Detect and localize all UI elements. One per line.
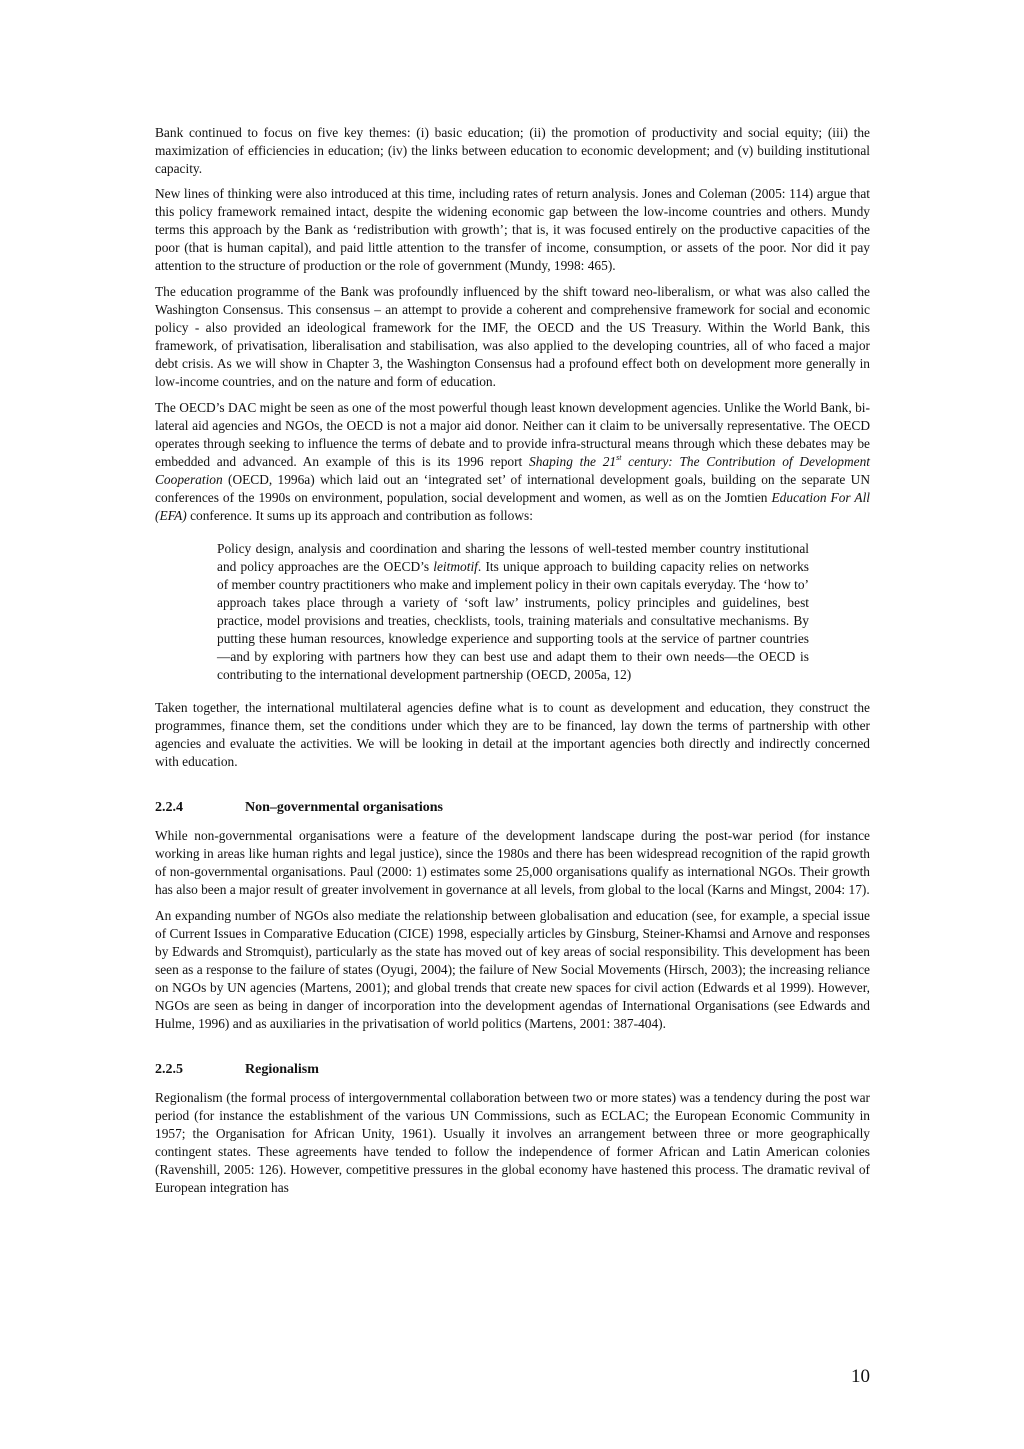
oecd-text-b: (OECD, 1996a) which laid out an ‘integrated set’ of international development goals, building on the separate UN conferences of the 1990s on environment, population, social development and women, as well as on the Jomtien <box>155 472 870 505</box>
paragraph-bank-themes: Bank continued to focus on five key themes: (i) basic education; (ii) the promotion of productivity and social equity; (iii) the maximization of efficiencies in education; (iv) the links between education to economic development; and (v) building institutional capacity. <box>155 125 870 176</box>
paragraph-ngo-mediation: An expanding number of NGOs also mediate the relationship between globalisation and education (see, for example, a special issue of Current Issues in Comparative Education (CICE) 1998, especially articles by Ginsburg, Steiner-Khamsi and Arnove and responses by Edwards and Stromquist), particularly as the state has moved out of key areas of social responsibility. This development has been seen as a response to the failure of states (Oyugi, 2004); the failure of New Social Movements (Hirsch, 2003); the increasing reliance on NGOs by UN agencies (Martens, 2001); and global trends that create new spaces for civil action (Edwards et al 1999). However, NGOs are seen as being in danger of incorporation into the development agendas of International Organisations (see Edwards and Hulme, 1996) and as auxiliaries in the privatisation of world politics (Martens, 2001: 387-404). <box>155 908 870 1031</box>
section-heading-ngo <box>155 799 870 817</box>
oecd-text-c: conference. It sums up its approach and contribution as follows: <box>186 508 533 523</box>
section-title: Regionalism <box>245 1062 319 1077</box>
oecd-quote: Policy design, analysis and coordination and sharing the lessons of well-tested member country institutional and policy approaches are the OECD’s leitmotif. Its unique approach to building capacity relies on networks of member country practitioners who make and implement policy in their own capitals everyday. The ‘how to’ approach takes place through a variety of ‘soft law’ instruments, policy principles and guidelines, best practice, model provisions and treaties, checklists, tools, training materials and consultative mechanisms. By putting these human resources, knowledge experience and supporting tools at the service of partner countries—and by exploring with partners how they can best use and adapt them to their own needs—the OECD is contributing to the international development partnership (OECD, 2005a, 12) <box>217 541 810 682</box>
section-title: Non–governmental organisations <box>245 800 443 815</box>
efa-title: Education For All (EFA) <box>155 490 871 523</box>
section-number: 2.2.5 <box>155 1062 183 1077</box>
leitmotif-term: leitmotif <box>433 559 478 574</box>
page-number: 10 <box>851 1366 870 1387</box>
section-number: 2.2.4 <box>155 800 183 815</box>
paragraph-regionalism: Regionalism (the formal process of intergovernmental collaboration between two or more states) was a tendency during the post war period (for instance the establishment of the various UN Commissions, such as ECLAC; the European Economic Community in 1957; the Organisation for African Unity, 1961). Usually it involves an arrangement between three or more geographically contingent states. These agreements have tended to follow the independence of former African and Latin American colonies (Ravenshill, 2005: 126). However, competitive pressures in the global economy have hastened this process. The dramatic revival of European integration has <box>155 1090 870 1195</box>
report-title: Shaping the 21st century: The Contribution of Development Cooperation <box>155 453 870 487</box>
page-body <box>155 124 870 1205</box>
paragraph-new-thinking: New lines of thinking were also introduced at this time, including rates of return analysis. Jones and Coleman (2005: 114) argue that this policy framework remained intact, despite the widening economic gap between the low-income countries and others. Mundy terms this approach by the Bank as ‘redistribution with growth’; that is, it was focused entirely on the productive capacities of the poor (that is human capital), and paid little attention to the transfer of income, consumption, or assets of the poor. Nor did it pay attention to the structure of production or the role of government (Mundy, 1998: 465). <box>155 186 870 273</box>
section-heading-regionalism <box>155 1061 870 1079</box>
paragraph-oecd-dac <box>155 399 870 525</box>
paragraph-taken-together: Taken together, the international multilateral agencies define what is to count as development and education, they construct the programmes, finance them, set the conditions under which they are to be financed, lay down the terms of partnership with other agencies and evaluate the activities. We will be looking in detail at the important agencies both directly and indirectly concerned with education. <box>155 700 870 769</box>
oecd-text-a: The OECD’s DAC might be seen as one of the most powerful though least known development agencies. Unlike the World Bank, bi-lateral aid agencies and NGOs, the OECD is not a major aid donor. Neither can it claim to be universally representative. The OECD operates through seeking to influence the terms of debate and to provide infra-structural means through which these debates may be embedded and advanced. An example of this is its 1996 report <box>155 400 870 469</box>
paragraph-ngo-growth: While non-governmental organisations were a feature of the development landscape during the post-war period (for instance working in areas like human rights and legal justice), since the 1980s and there has been widespread recognition of the rapid growth of non-governmental organisations. Paul (2000: 1) estimates some 25,000 organisations qualify as international NGOs. Their growth has also been a major result of greater involvement in governance at all levels, from global to the local (Karns and Mingst, 2004: 17). <box>155 828 870 897</box>
paragraph-washington-consensus: The education programme of the Bank was profoundly influenced by the shift toward neo-liberalism, or what was also called the Washington Consensus. This consensus – an attempt to provide a coherent and comprehensive framework for social and economic policy - also provided an ideological framework for the IMF, the OECD and the US Treasury. Within the World Bank, this framework, of privatisation, liberalisation and stabilisation, was also applied to the developing countries, all of who faced a major debt crisis. As we will show in Chapter 3, the Washington Consensus had a profound effect both on development more generally in low-income countries, and on the nature and form of education. <box>155 284 870 389</box>
